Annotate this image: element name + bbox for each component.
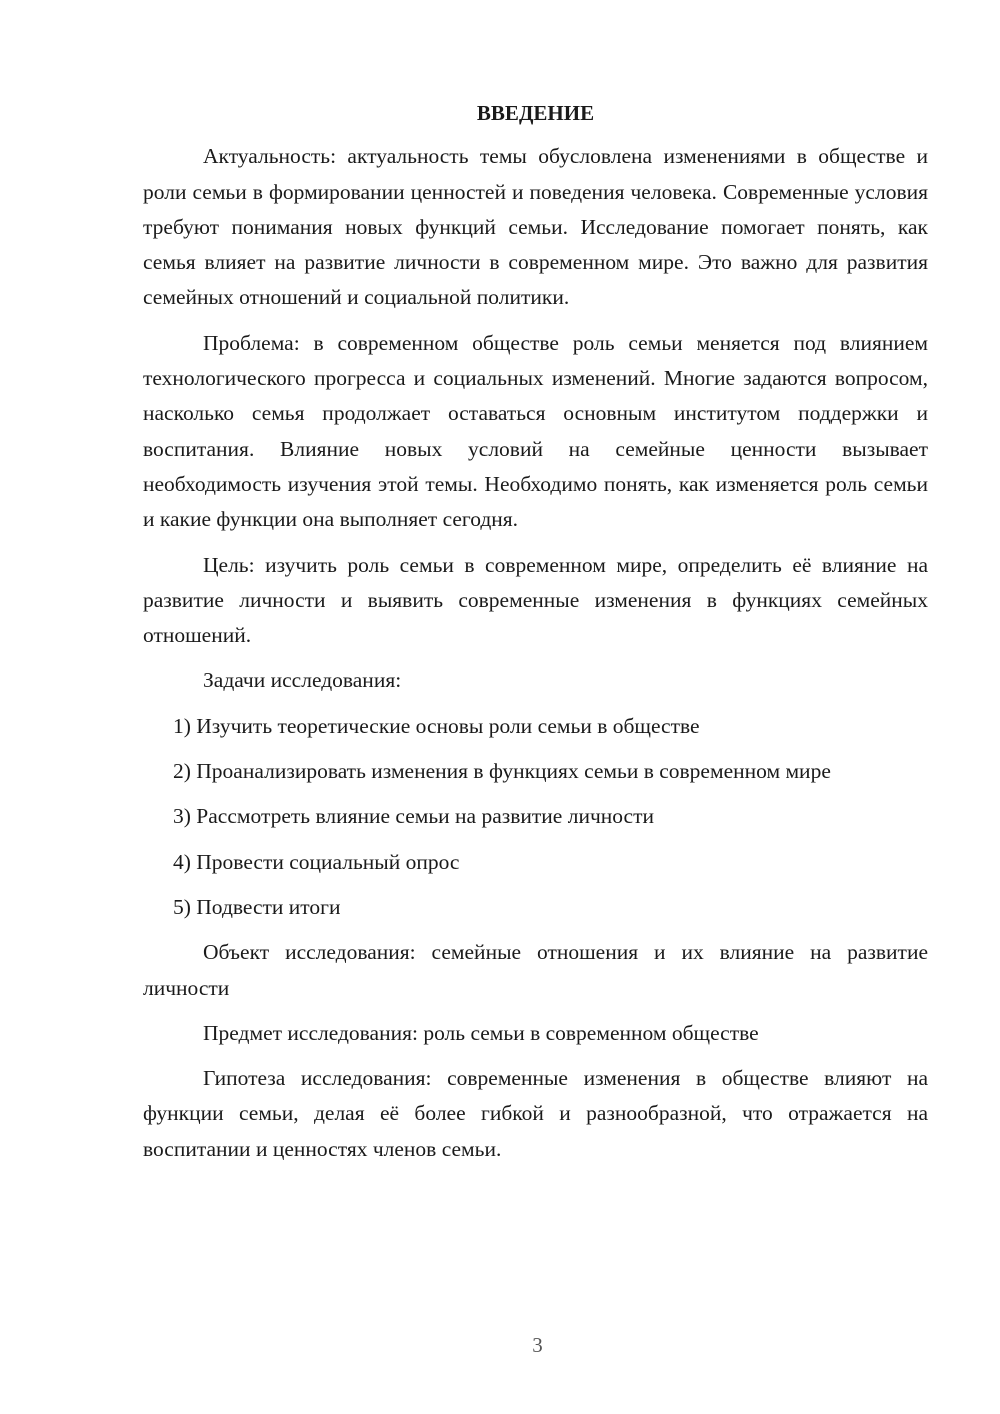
relevance-paragraph: Актуальность: актуальность темы обусловлена изменениями в обществе и роли семьи в формировании ценностей и поведения человека. Современные условия требуют понимания новых функций семьи. Исследование помогает понять, как семья влияет на развитие личности в современном мире. Это важно для развития семейных отношений и социальной политики.: [143, 144, 928, 310]
section-title: ВВЕДЕНИЕ: [476, 101, 595, 125]
problem-paragraph: Проблема: в современном обществе роль семьи меняется под влиянием технологического прогресса и социальных изменений. Многие задаются вопросом, насколько семья продолжает оставаться основным институтом поддержки и воспитания. Влияние новых условий на семейные ценности вызывает необходимость изучения этой темы. Необходимо понять, как изменяется роль семьи и какие функции она выполняет сегодня.: [143, 330, 928, 532]
task-item-1: 1) Изучить теоретические основы роли семьи в обществе: [173, 713, 700, 738]
document-page: [143, 96, 928, 1167]
hypothesis-paragraph: Гипотеза исследования: современные изменения в обществе влияют на функции семьи, делая её более гибкой и разнообразной, что отражается на воспитании и ценностях членов семьи.: [143, 1066, 928, 1161]
subject-paragraph: Предмет исследования: роль семьи в современном обществе: [203, 1020, 759, 1045]
goal-paragraph: Цель: изучить роль семьи в современном мире, определить её влияние на развитие личности и выявить современные изменения в функциях семейных отношений.: [143, 552, 928, 648]
task-item-3: 3) Рассмотреть влияние семьи на развитие личности: [173, 804, 654, 829]
task-item-2: 2) Проанализировать изменения в функциях семьи в современном мире: [173, 759, 831, 784]
task-item-4: 4) Провести социальный опрос: [173, 849, 460, 874]
page-number: 3: [532, 1333, 543, 1357]
object-paragraph: Объект исследования: семейные отношения и их влияние на развитие личности: [143, 940, 928, 1000]
tasks-heading: Задачи исследования:: [203, 668, 402, 693]
task-item-5: 5) Подвести итоги: [173, 894, 341, 919]
